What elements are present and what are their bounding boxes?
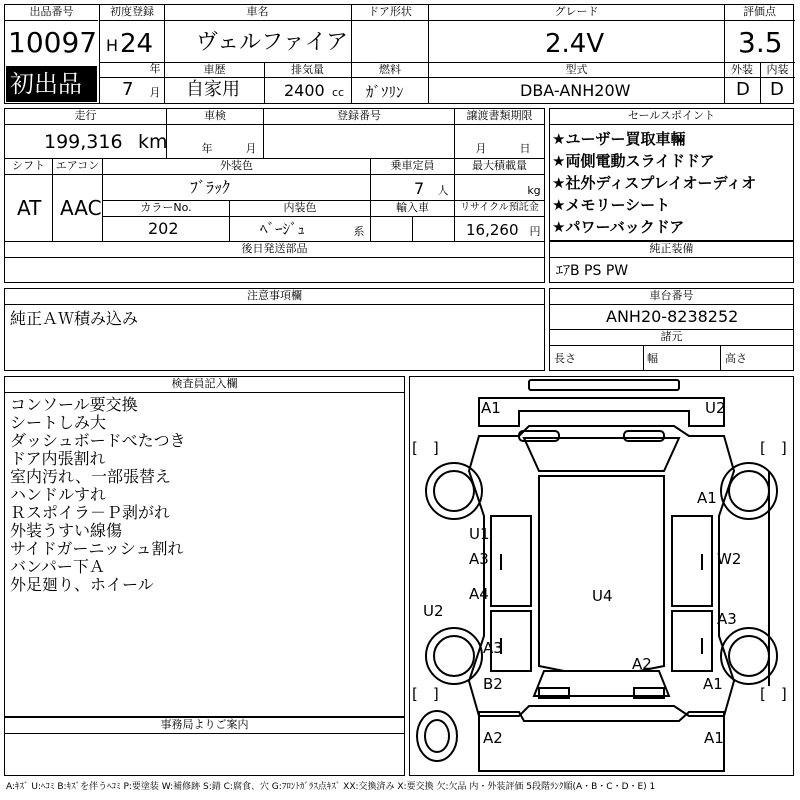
transfer-month-unit: 月	[475, 142, 487, 155]
int-color-label: 内装色	[283, 201, 317, 214]
model-value: DBA-ANH20W	[520, 81, 631, 100]
grade-label: グレード	[554, 5, 599, 18]
damage-mark: A1	[481, 399, 501, 417]
inspection-year-unit: 年	[201, 142, 213, 155]
bracket-mark: [ ]	[760, 439, 787, 457]
left-door-outline	[491, 516, 531, 606]
max-load-unit: kg	[527, 184, 541, 197]
score-label: 評価点	[743, 5, 776, 18]
inspector-note: コンソール要交換	[10, 395, 138, 414]
car-diagram	[409, 376, 794, 776]
capacity-label: 乗車定員	[390, 159, 435, 172]
exterior-grade-value: D	[736, 79, 750, 100]
shift-label: シフト	[12, 159, 45, 172]
chassis-value: ANH20-8238252	[606, 307, 739, 326]
int-color-unit: 系	[353, 225, 365, 238]
reg-year: 24	[120, 29, 154, 59]
sales-points-list	[552, 128, 792, 238]
damage-mark: U2	[423, 602, 444, 620]
chassis-label: 車台番号	[649, 289, 694, 302]
inspector-note: 室内汚れ、一部張替え	[10, 467, 171, 486]
door-type-label: ドア形状	[368, 5, 412, 18]
ext-color-label: 外装色	[220, 159, 253, 172]
inspector-note: サイドガーニッシュ割れ	[10, 539, 184, 558]
spec-label: 諸元	[660, 330, 683, 343]
exterior-grade-label: 外装	[731, 63, 753, 76]
recycle-fee-label: リサイクル預託金	[460, 202, 539, 213]
int-color-value: ﾍﾞｰｼﾞｭ	[260, 220, 306, 238]
first-reg-label: 初度登録	[110, 5, 154, 18]
reg-year-unit: 年	[149, 62, 161, 75]
transfer-day-unit: 日	[519, 142, 531, 155]
hood-slot	[624, 431, 664, 441]
fuel-value: ｶﾞｿﾘﾝ	[366, 83, 404, 101]
recycle-fee-value: 16,260	[466, 221, 519, 239]
inspector-note: シートしみ大	[10, 413, 107, 432]
inspector-note: ドア内張割れ	[10, 449, 106, 468]
displacement-value: 2400	[284, 81, 325, 100]
fuel-label: 燃料	[379, 63, 401, 76]
damage-mark: A1	[703, 675, 723, 693]
inspection-month-unit: 月	[245, 142, 257, 155]
transfer-deadline-label: 譲渡書類期限	[466, 109, 533, 122]
windshield-outline	[524, 438, 679, 471]
inspector-note: バンパー下Ａ	[10, 557, 105, 576]
reg-number-label: 登録番号	[337, 109, 381, 122]
right-rear-door-outline	[672, 611, 712, 671]
displacement-unit: cc	[331, 86, 345, 99]
caution-value: 純正ＡＷ積み込み	[10, 309, 139, 328]
damage-mark: U2	[705, 399, 726, 417]
car-name: ヴェルファイア	[196, 30, 349, 55]
inspector-notes	[10, 396, 400, 594]
damage-mark: W2	[717, 550, 742, 568]
office-label: 事務局よりご案内	[160, 718, 249, 731]
damage-mark: A1	[704, 729, 724, 747]
sales-points-label: セールスポイント	[627, 109, 715, 122]
inspector-note: ダッシュボードべたつき	[10, 431, 186, 450]
legend-text: A:ｷｽﾞ U:ﾍｺﾐ B:ｷｽﾞを伴うﾍｺﾐ P:要塗装 W:補修跡 S:錆 C:腐食、穴 G:ﾌﾛﾝﾄｶﾞﾗｽ点ｷｽﾞ XX:交換済み X:要交換 欠:欠品 内・外装評価 5段階ﾗﾝｸ順(A・B・C・D・E) 1	[6, 782, 656, 792]
inspector-label: 検査員記入欄	[171, 377, 238, 390]
later-parts-label: 後日発送部品	[241, 242, 308, 255]
rear-window-outline	[534, 671, 669, 696]
body-outline	[469, 426, 734, 716]
width-label: 幅	[647, 352, 658, 365]
damage-mark: A2	[483, 729, 503, 747]
era-letter: H	[106, 36, 119, 55]
spare-tire	[417, 711, 457, 761]
mileage-label: 走行	[74, 109, 97, 122]
grade-value: 2.4V	[545, 29, 605, 59]
right-door-outline	[672, 516, 712, 606]
capacity-unit: 人	[437, 184, 449, 197]
damage-mark: A3	[483, 639, 503, 657]
damage-mark: U4	[592, 587, 613, 605]
caution-label: 注意事項欄	[247, 289, 302, 302]
inspector-note: 外足廻り、ホイール	[10, 575, 154, 594]
displacement-label: 排気量	[291, 63, 324, 76]
model-label: 型式	[565, 63, 588, 76]
sales-point-item: ★メモリーシート	[552, 196, 671, 214]
reg-month-unit: 月	[149, 86, 161, 99]
first-listing-label: 初出品	[10, 70, 82, 98]
inspection-label: 車検	[204, 109, 226, 122]
damage-mark: U1	[469, 525, 490, 543]
lot-number: 10097	[8, 26, 98, 59]
damage-mark: A2	[632, 655, 652, 673]
car-name-label: 車名	[246, 5, 269, 18]
color-no-label: カラーNo.	[140, 201, 192, 214]
inspector-note: ハンドルすれ	[10, 485, 107, 504]
import-car-label: 輸入車	[396, 201, 429, 214]
recycle-fee-unit: 円	[529, 225, 541, 238]
ext-color-value: ﾌﾞﾗｯｸ	[190, 178, 231, 197]
damage-mark: A4	[469, 585, 489, 603]
max-load-label: 最大積載量	[472, 159, 527, 172]
car-history-value: 自家用	[186, 79, 240, 100]
rear-lower-outline	[479, 712, 724, 771]
roof-outline	[539, 476, 664, 671]
color-no-value: 202	[148, 219, 179, 238]
sales-point-item: ★社外ディスプレイオーディオ	[552, 174, 757, 192]
damage-mark: B2	[483, 675, 503, 693]
score-value: 3.5	[738, 26, 783, 59]
front-bumper-outline	[479, 398, 724, 426]
damage-mark: A1	[697, 489, 717, 507]
capacity-value: 7	[414, 179, 425, 198]
sales-point-item: ★両側電動スライドドア	[552, 152, 715, 170]
rear-spoiler-outline	[529, 380, 679, 390]
length-label: 長さ	[554, 352, 576, 365]
inspector-note: Ｒスポイラ－Ｐ剥がれ	[10, 503, 171, 522]
interior-grade-value: D	[770, 79, 784, 100]
equipment-value: ｴｱB PS PW	[556, 263, 629, 279]
mileage-value: 199,316	[44, 131, 123, 153]
shift-value: AT	[17, 196, 42, 220]
equipment-label: 純正装備	[649, 242, 694, 255]
bracket-mark: [ ]	[760, 685, 787, 703]
bracket-mark: [ ]	[412, 685, 439, 703]
reg-month: 7	[122, 79, 134, 100]
damage-mark: A3	[717, 610, 737, 628]
interior-grade-label: 内装	[766, 63, 789, 76]
damage-mark: A3	[469, 550, 489, 568]
aircon-value: AAC	[60, 196, 102, 220]
sales-point-item: ★ユーザー買取車輛	[552, 130, 686, 148]
sales-point-item: ★パワーバックドア	[552, 218, 685, 236]
mileage-unit: km	[138, 131, 168, 153]
car-history-label: 車歴	[203, 63, 226, 76]
lot-number-label: 出品番号	[29, 5, 74, 18]
bracket-mark: [ ]	[412, 439, 439, 457]
inspector-note: 外装うすい線傷	[10, 521, 123, 540]
aircon-label: エアコン	[55, 159, 100, 172]
height-label: 高さ	[725, 352, 747, 365]
